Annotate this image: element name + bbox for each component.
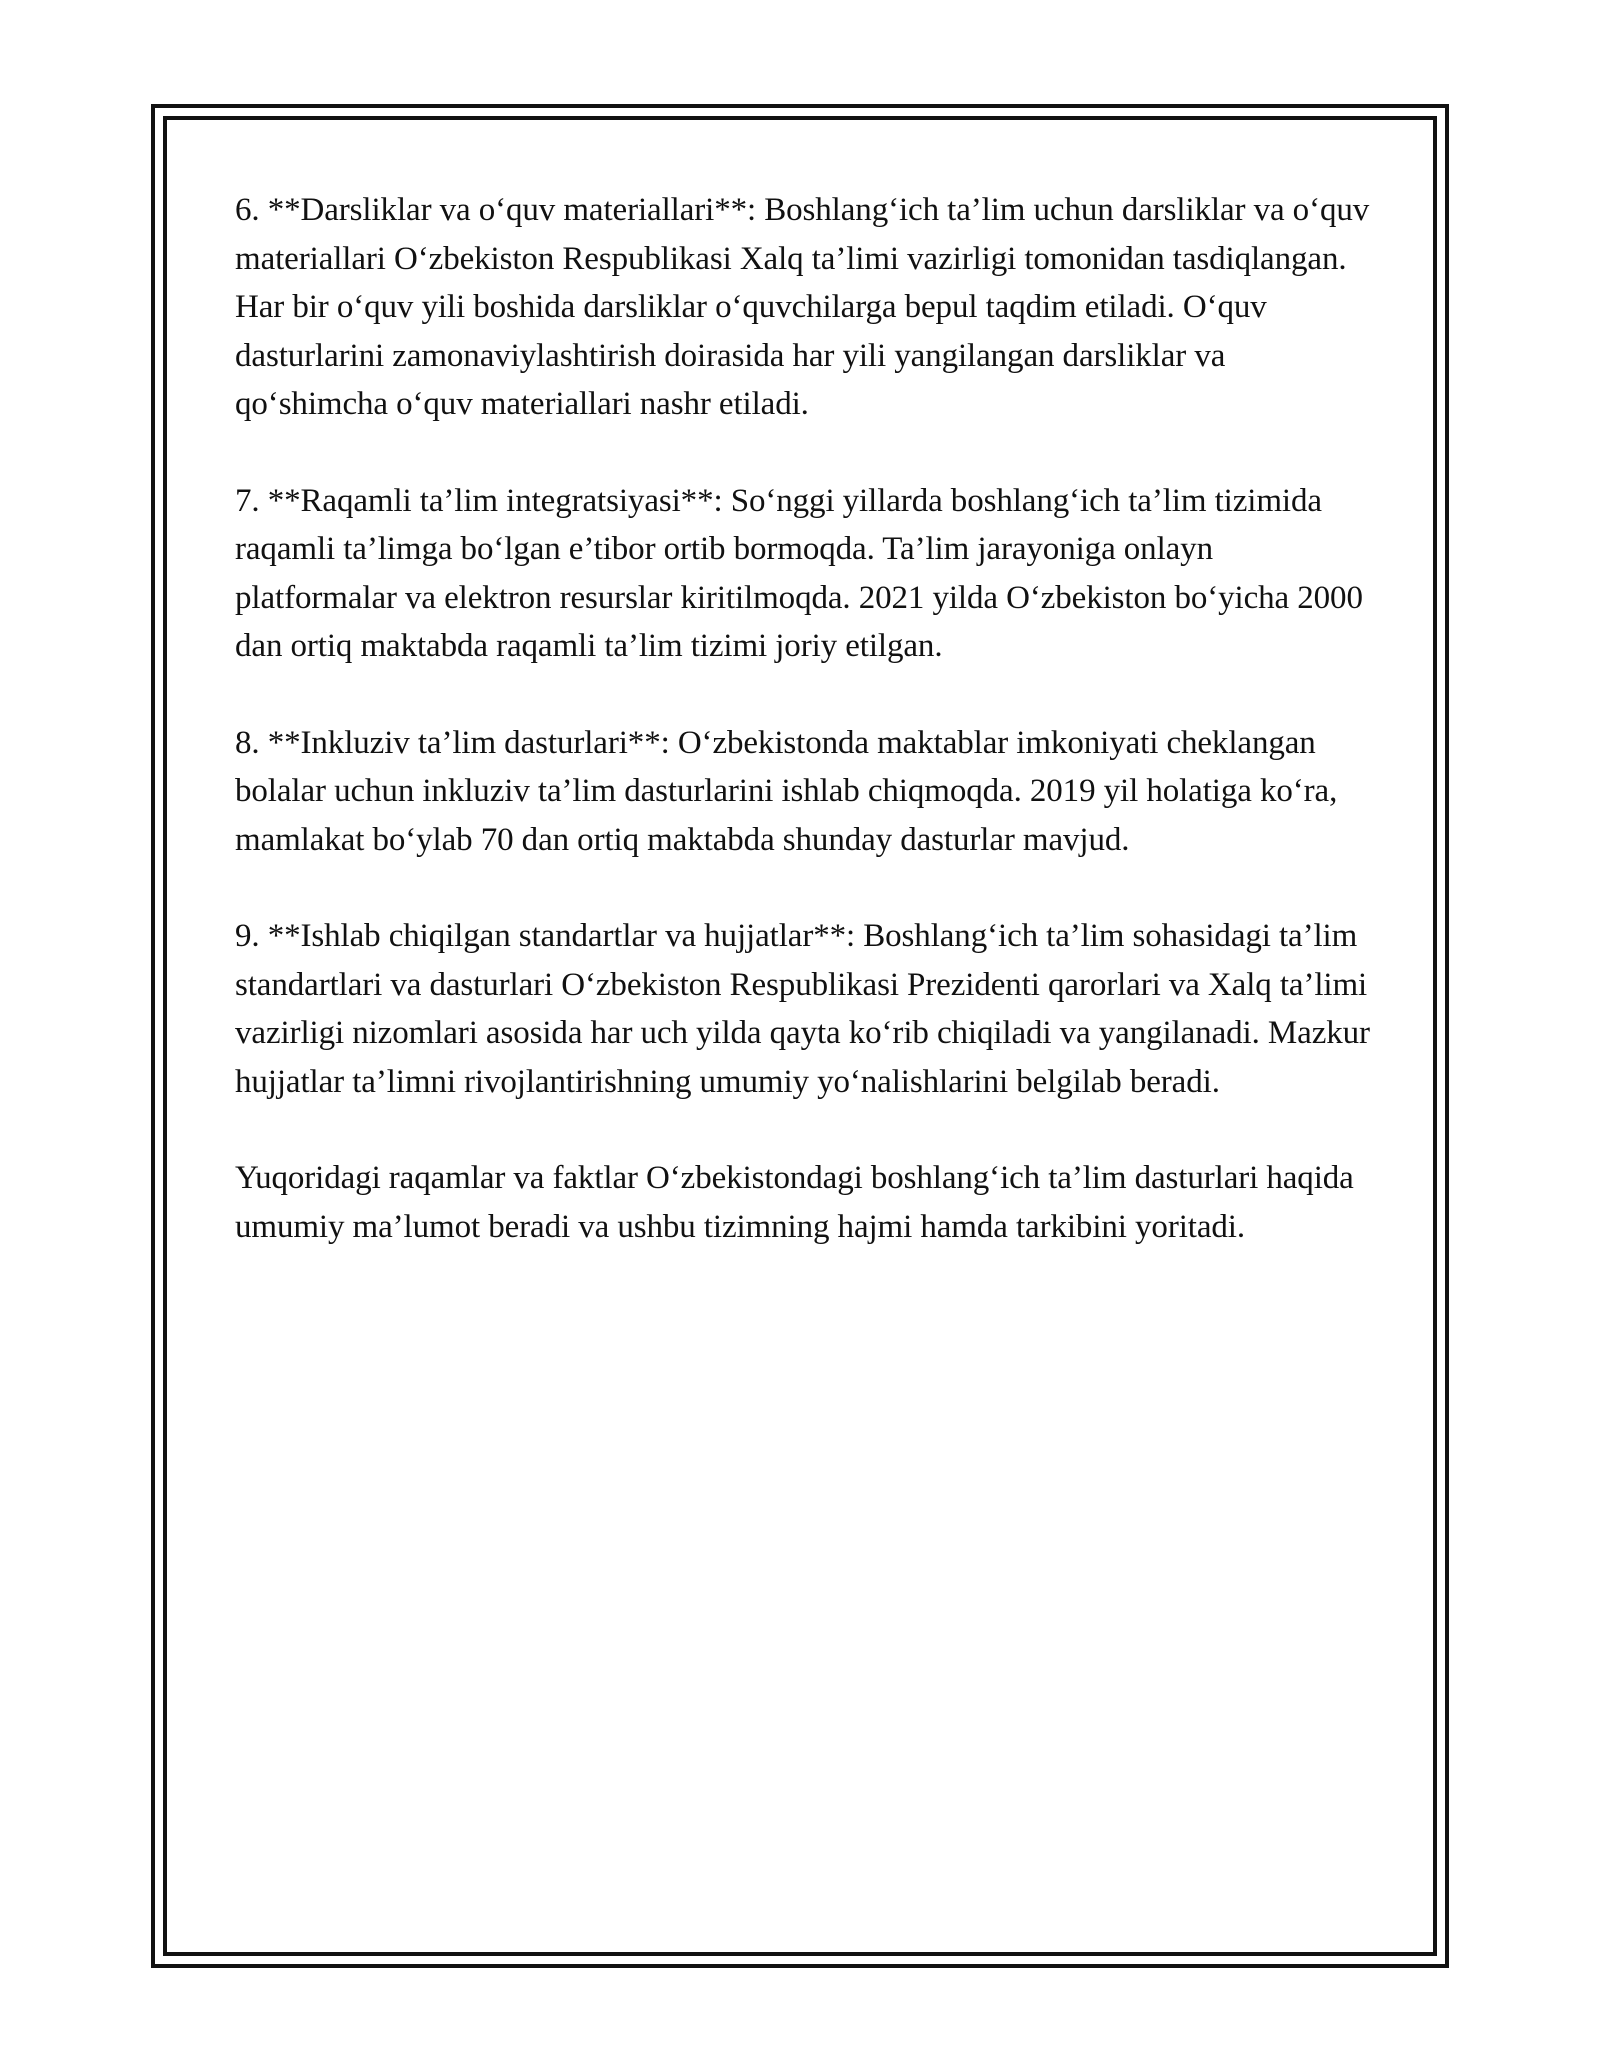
paragraph-standards-documents: 9. **Ishlab chiqilgan standartlar va hujjatlar**: Boshlang‘ich ta’lim sohasidagi ta’lim standartlari va dasturlari O‘zbekiston Respublikasi Prezidenti qarorlari va Xalq ta’limi vazirligi nizomlari asosida har uch yilda qayta ko‘rib chiqiladi va yangilanadi. Mazkur hujjatlar ta’limni rivojlantirishning umumiy yo‘nalishlarini belgilab beradi. <box>235 918 1370 1100</box>
paragraph-conclusion: Yuqoridagi raqamlar va faktlar O‘zbekistondagi boshlang‘ich ta’lim dasturlari haqida umumiy ma’lumot beradi va ushbu tizimning hajmi hamda tarkibini yoritadi. <box>235 1160 1354 1245</box>
paragraph-inclusive-education: 8. **Inkluziv ta’lim dasturlari**: O‘zbekistonda maktablar imkoniyati cheklangan bolalar uchun inkluziv ta’lim dasturlarini ishlab chiqmoqda. 2019 yil holatiga ko‘ra, mamlakat bo‘ylab 70 dan ortiq maktabda shunday dasturlar mavjud. <box>235 724 1338 858</box>
paragraph-digital-education: 7. **Raqamli ta’lim integratsiyasi**: So‘nggi yillarda boshlang‘ich ta’lim tizimida raqamli ta’limga bo‘lgan e’tibor ortib bormoqda. Ta’lim jarayoniga onlayn platformalar va elektron resurslar kiritilmoqda. 2021 yilda O‘zbekiston bo‘yicha 2000 dan ortiq maktabda raqamli ta’lim tizimi joriy etilgan. <box>235 482 1363 664</box>
document-body <box>235 186 1375 1299</box>
paragraph-textbooks: 6. **Darsliklar va o‘quv materiallari**: Boshlang‘ich ta’lim uchun darsliklar va o‘quv materiallari O‘zbekiston Respublikasi Xalq ta’limi vazirligi tomonidan tasdiqlangan. Har bir o‘quv yili boshida darsliklar o‘quvchilarga bepul taqdim etiladi. O‘quv dasturlarini zamonaviylashtirish doirasida har yili yangilangan darsliklar va qo‘shimcha o‘quv materiallari nashr etiladi. <box>235 192 1370 422</box>
